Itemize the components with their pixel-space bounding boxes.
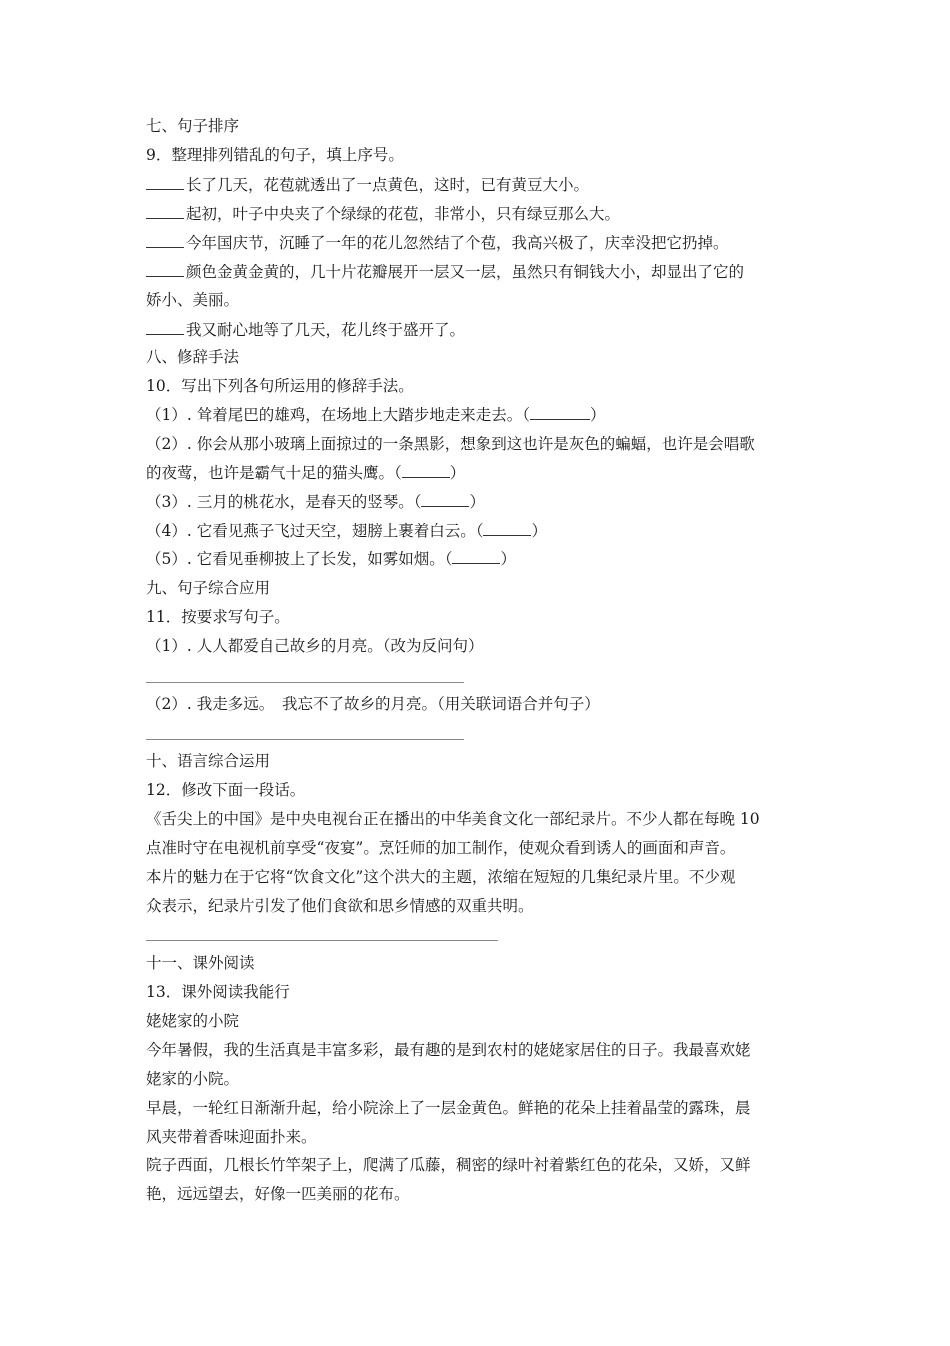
story-line: 艳，远远望去，好像一匹美丽的花布。 — [146, 1185, 410, 1203]
ordering-item: 颜色金黄金黄的，几十片花瓣展开一层又一层，虽然只有铜钱大小，却显出了它的 — [146, 261, 744, 282]
sentence-task-1: （1）. 人人都爱自己故乡的月亮。（改为反问句） — [146, 637, 484, 655]
rhetoric-sentence-4: （4）. 它看见燕子飞过天空，翅膀上裹着白云。（ ） — [146, 522, 547, 540]
rhetoric-sentence-3: （3）. 三月的桃花水，是春天的竖琴。（ ） — [146, 493, 485, 511]
order-blank[interactable] — [146, 203, 184, 219]
paragraph-line: 众表示，纪录片引发了他们食欲和思乡情感的双重共明。 — [146, 897, 534, 915]
sentence-task-2: （2）. 我走多远。 我忘不了故乡的月亮。（用关联词语合并句子） — [146, 695, 600, 713]
paragraph-line: 《舌尖上的中国》是中央电视台正在播出的中华美食文化一部纪录片。不少人都在每晚 10 — [146, 810, 760, 828]
question-title: 9．整理排列错乱的句子，填上序号。 — [146, 146, 404, 164]
section-heading: 九、句子综合应用 — [146, 579, 271, 597]
story-title: 姥姥家的小院 — [146, 1012, 240, 1030]
answer-blank[interactable] — [421, 492, 469, 507]
ordering-item: 起初，叶子中央夹了个绿绿的花苞，非常小，只有绿豆那么大。 — [146, 203, 620, 224]
paragraph-line: 本片的魅力在于它将“饮食文化”这个洪大的主题，浓缩在短短的几集纪录片里。不少观 — [146, 868, 736, 886]
story-line: 院子西面，几根长竹竿架子上，爬满了瓜藤，稠密的绿叶衬着紫红色的花朵，又娇，又鲜 — [146, 1156, 751, 1174]
ordering-item: 长了几天，花苞就透出了一点黄色，这时，已有黄豆大小。 — [146, 174, 589, 195]
story-line: 早晨，一轮红日渐渐升起，给小院涂上了一层金黄色。鲜艳的花朵上挂着晶莹的露珠，晨 — [146, 1099, 751, 1117]
answer-blank[interactable] — [483, 521, 531, 536]
story-line: 今年暑假，我的生活真是丰富多彩，最有趣的是到农村的姥姥家居住的日子。我最喜欢姥 — [146, 1041, 751, 1059]
answer-blank[interactable] — [530, 405, 590, 420]
story-line: 姥家的小院。 — [146, 1070, 240, 1088]
question-title: 12．修改下面一段话。 — [146, 781, 306, 799]
answer-line[interactable] — [146, 682, 464, 683]
order-blank[interactable] — [146, 319, 184, 335]
rhetoric-sentence-1: （1）. 耸着尾巴的雄鸡，在场地上大踏步地走来走去。（ ） — [146, 406, 606, 424]
order-blank[interactable] — [146, 232, 184, 248]
question-title: 13．课外阅读我能行 — [146, 983, 290, 1001]
answer-blank[interactable] — [452, 549, 500, 564]
question-title: 10．写出下列各句所运用的修辞手法。 — [146, 377, 414, 395]
paragraph-line: 点准时守在电视机前享受“夜宴”。烹饪师的加工制作，使观众看到诱人的画面和声音。 — [146, 839, 736, 857]
ordering-item: 今年国庆节，沉睡了一年的花儿忽然结了个苞，我高兴极了，庆幸没把它扔掉。 — [146, 232, 729, 253]
section-heading: 十一、课外阅读 — [146, 954, 255, 972]
rhetoric-sentence-5: （5）. 它看见垂柳披上了长发，如雾如烟。（ ） — [146, 550, 516, 568]
section-heading: 七、句子排序 — [146, 117, 240, 135]
ordering-item: 我又耐心地等了几天，花儿终于盛开了。 — [146, 319, 465, 340]
question-title: 11．按要求写句子。 — [146, 608, 290, 626]
section-heading: 八、修辞手法 — [146, 348, 240, 366]
order-blank[interactable] — [146, 261, 184, 277]
rhetoric-sentence-2: （2）. 你会从那小玻璃上面掠过的一条黑影，想象到这也许是灰色的蝙蝠，也许是会唱歌 — [146, 435, 755, 453]
rhetoric-sentence-2-continued: 的夜莺，也许是霸气十足的猫头鹰。（ ） — [146, 464, 466, 482]
answer-blank[interactable] — [402, 463, 450, 478]
answer-line[interactable] — [146, 940, 498, 941]
ordering-item-continued: 娇小、美丽。 — [146, 291, 240, 309]
section-heading: 十、语言综合运用 — [146, 752, 271, 770]
answer-line[interactable] — [146, 739, 464, 740]
story-line: 风夹带着香味迎面扑来。 — [146, 1128, 317, 1146]
order-blank[interactable] — [146, 174, 184, 190]
